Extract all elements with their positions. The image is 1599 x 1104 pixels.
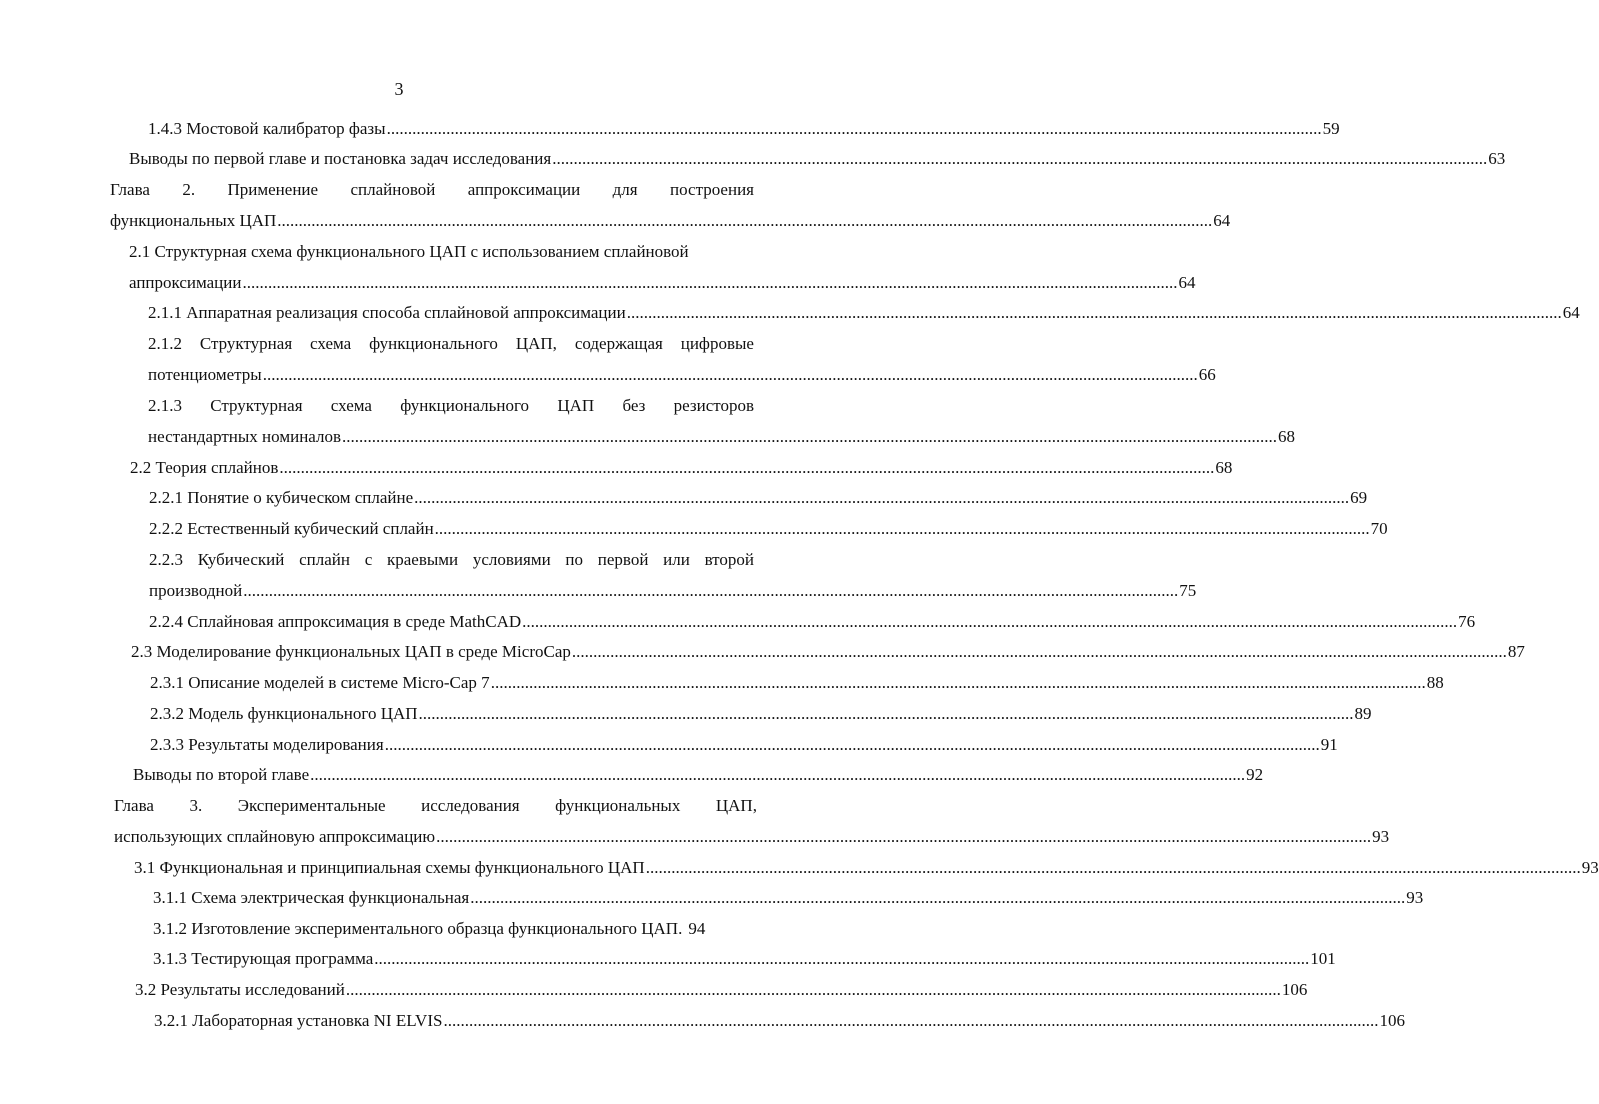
toc-entry-title: Выводы по второй главе [133,765,310,784]
toc-entry-title: 3.1.3 Тестирующая программа [153,949,374,968]
toc-word: 2. [182,180,196,199]
toc-entry-page: 75 [1179,581,1197,600]
toc-entry-line2 [148,362,1216,388]
toc-entry-line1 [148,393,754,419]
toc-entry-title: 3.1.2 Изготовление экспериментального образца функционального ЦАП. [153,919,683,938]
dot-leader: ............................................................................................................................................................................................................................ [277,211,1213,230]
dot-leader: ............................................................................................................................................................................................................................ [262,365,1198,384]
toc-entry-title: 2.3 Моделирование функциональных ЦАП в среде MicroCap [131,642,571,661]
toc-entry-page: 64 [1178,273,1196,292]
toc-entry-page: 66 [1198,365,1216,384]
toc-entry [129,146,1506,172]
toc-word: 3. [189,796,203,815]
toc-word: с [364,550,373,569]
toc-entry-title: 2.2.4 Сплайновая аппроксимация в среде MathCAD [149,612,522,631]
dot-leader: ............................................................................................................................................................................................................................ [279,458,1215,477]
toc-entry [131,639,1525,665]
dot-leader: ............................................................................................................................................................................................................................ [436,827,1372,846]
toc-entry [150,670,1444,696]
dot-leader: ............................................................................................................................................................................................................................ [384,735,1320,754]
toc-entry-line2 [110,208,1231,234]
toc-word: ЦАП [557,396,595,415]
toc-entry-title: использующих сплайновую аппроксимацию [114,827,436,846]
toc-entry-page: 59 [1322,119,1340,138]
toc-entry-title: 2.1 Структурная схема функционального ЦАП с использованием сплайновой [129,242,689,261]
toc-entry-title: аппроксимации [129,273,242,292]
toc-entry-page: 93 [1372,827,1390,846]
toc-word: второй [704,550,754,569]
toc-word: краевыми [386,550,459,569]
toc-entry-page: 101 [1310,949,1336,968]
toc-entry-title: 2.3.3 Результаты моделирования [150,735,384,754]
toc-entry-line1 [129,239,754,265]
toc-entry-title: 2.2 Теория сплайнов [130,458,279,477]
dot-leader: ............................................................................................................................................................................................................................ [243,581,1179,600]
toc-entry-page: 70 [1370,519,1388,538]
toc-entry-line1 [110,177,754,203]
toc-entry-line2 [114,824,1390,850]
toc-word: функционального [400,396,530,415]
toc-entry-title: 2.3.2 Модель функционального ЦАП [150,704,418,723]
toc-entry-title: 3.1.1 Схема электрическая функциональная [153,888,470,907]
toc-word: исследования [421,796,520,815]
toc-entry-title: 2.1.1 Аппаратная реализация способа сплайновой аппроксимации [148,303,626,322]
dot-leader: ............................................................................................................................................................................................................................ [310,765,1246,784]
dot-leader: ............................................................................................................................................................................................................................ [386,119,1322,138]
toc-entry [153,885,1424,911]
toc-entry-page: 68 [1278,427,1295,446]
toc-entry-line1 [149,547,754,573]
toc-entry-page: 92 [1246,765,1264,784]
toc-entry [130,455,1233,481]
toc-entry-title: 3.2.1 Лабораторная установка NI ELVIS [154,1011,443,1030]
toc-word: функционального [369,334,498,353]
dot-leader: ............................................................................................................................................................................................................................ [434,519,1370,538]
toc-word: первой [597,550,649,569]
toc-entry-title: нестандартных номиналов [148,427,341,446]
toc-word: цифровые [680,334,754,353]
toc-word: функциональных [555,796,681,815]
toc-entry-title: 3.2 Результаты исследований [135,980,345,999]
dot-leader: ............................................................................................................................................................................................................................ [470,888,1406,907]
toc-word: Глава [114,796,154,815]
toc-entry-line2 [148,424,1295,450]
toc-entry [134,855,1599,881]
dot-leader: ............................................................................................................................................................................................................................ [490,673,1426,692]
toc-word: аппроксимации [467,180,581,199]
dot-leader: ............................................................................................................................................................................................................................ [374,949,1310,968]
dot-leader: ............................................................................................................................................................................................................................ [342,427,1277,446]
toc-entry [149,609,1476,635]
toc-entry [153,916,759,942]
toc-entry [150,701,1372,727]
toc-word: ЦАП, [715,796,757,815]
toc-entry-title: 2.3.1 Описание моделей в системе Micro-Cap 7 [150,673,490,692]
toc-entry-page: 76 [1458,612,1476,631]
toc-entry-page: 63 [1488,149,1506,168]
toc-entry [135,977,1308,1003]
toc-word: содержащая [574,334,663,353]
toc-entry [154,1008,1405,1034]
toc-entry-page: 106 [1281,980,1308,999]
toc-word: или [663,550,690,569]
toc-entry-title: функциональных ЦАП [110,211,277,230]
toc-entry-page: 88 [1426,673,1444,692]
toc-entry-page: 68 [1215,458,1233,477]
dot-leader: ............................................................................................................................................................................................................................ [443,1011,1379,1030]
toc-entry-title: потенциометры [148,365,262,384]
toc-entry [148,116,1340,142]
toc-entry-page: 91 [1320,735,1338,754]
toc-word: резисторов [673,396,754,415]
toc-entry-line2 [149,578,1197,604]
toc-entry-line2 [129,270,1196,296]
toc-entry [149,516,1388,542]
toc-entry-title: Выводы по первой главе и постановка задач исследования [129,149,552,168]
toc-entry-title: 2.2.1 Понятие о кубическом сплайне [149,488,414,507]
toc-word: сплайн [299,550,350,569]
dot-leader: ............................................................................................................................................................................................................................ [645,858,1581,877]
toc-entry [133,762,1264,788]
toc-word: Применение [227,180,319,199]
toc-word: схема [310,334,352,353]
toc-entry-title: 2.2.2 Естественный кубический сплайн [149,519,434,538]
toc-entry-page: 89 [1354,704,1372,723]
toc-entry-page: 93 [1406,888,1424,907]
toc-word: сплайновой [350,180,436,199]
toc-word: схема [330,396,372,415]
dot-leader: ............................................................................................................................................................................................................................ [418,704,1354,723]
dot-leader: ............................................................................................................................................................................................................................ [522,612,1458,631]
toc-entry [153,946,1336,972]
toc-word: для [612,180,638,199]
toc-word: без [622,396,646,415]
toc-word: Глава [110,180,150,199]
page-number: 3 [394,79,404,99]
toc-entry-page: 64 [1213,211,1231,230]
toc-word: Структурная [199,334,293,353]
toc-word: по [565,550,584,569]
toc-word: 2.1.2 [148,334,182,353]
toc-entry-page: 106 [1379,1011,1405,1030]
toc-word: 2.1.3 [148,396,182,415]
dot-leader: ............................................................................................................................................................................................................................ [571,642,1507,661]
toc-entry-line1 [148,331,754,357]
toc-word: Кубический [197,550,285,569]
dot-leader: ............................................................................................................................................................................................................................ [414,488,1350,507]
toc-word: Экспериментальные [237,796,386,815]
toc-entry-title: 1.4.3 Мостовой калибратор фазы [148,119,386,138]
toc-entry-line1 [114,793,757,819]
toc-entry-page: 87 [1507,642,1525,661]
dot-leader: ............................................................................................................................................................................................................................ [345,980,1281,999]
toc-word: построения [670,180,754,199]
toc-entry [150,732,1338,758]
toc-entry [148,300,1580,326]
toc-word: ЦАП, [515,334,557,353]
toc-entry-title: производной [149,581,243,600]
toc-entry-page: 93 [1581,858,1599,877]
toc-entry [149,485,1368,511]
dot-leader: ............................................................................................................................................................................................................................ [552,149,1488,168]
dot-leader: ............................................................................................................................................................................................................................ [242,273,1178,292]
toc-entry-page: 64 [1562,303,1580,322]
toc-entry-page: 94 [688,919,706,938]
toc-entry-page: 69 [1350,488,1368,507]
toc-word: условиями [472,550,551,569]
toc-word: 2.2.3 [149,550,183,569]
dot-leader: ............................................................................................................................................................................................................................ [626,303,1562,322]
toc-word: Структурная [210,396,303,415]
toc-entry-title: 3.1 Функциональная и принципиальная схемы функционального ЦАП [134,858,645,877]
